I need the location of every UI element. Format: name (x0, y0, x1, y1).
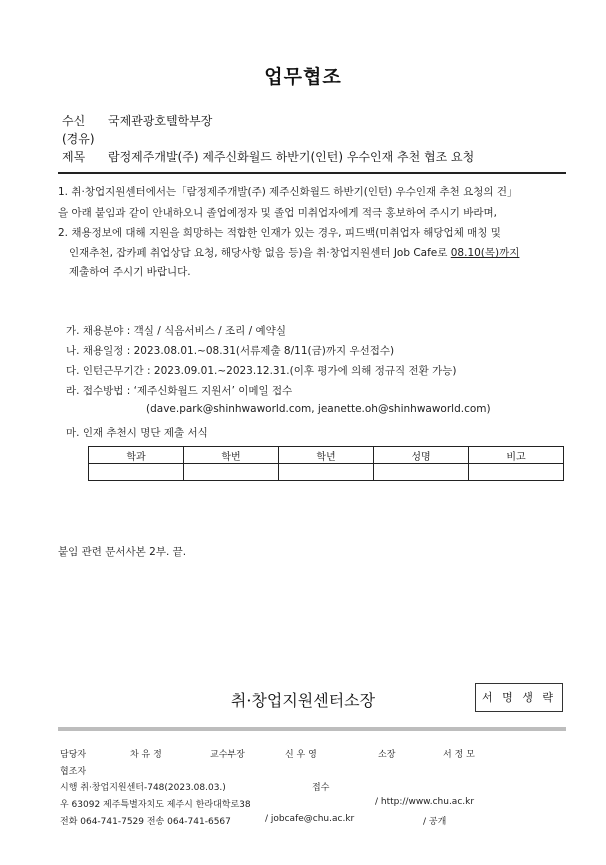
disclosure-status: / 공개 (423, 817, 447, 827)
table-cell (469, 464, 564, 481)
table-cell (279, 464, 374, 481)
paragraph-1-line-1: 1. 취·창업지원센터에서는「람정제주개발(주) 제주신화월드 하반기(인턴) 우수인재 추천 요청의 건」 (58, 186, 518, 198)
document-title: 업무협조 (264, 66, 342, 88)
table-cell (184, 464, 279, 481)
receipt-label: 접수 (312, 783, 330, 793)
paragraph-2-line-2 (69, 245, 519, 260)
table-header-row (89, 447, 564, 464)
homepage-link: / http://www.chu.ac.kr (375, 797, 475, 807)
column-header-name: 성명 (374, 447, 469, 464)
drafter-name: 차 유 정 (130, 750, 162, 760)
paragraph-2-line-3: 제출하여 주시기 바랍니다. (69, 266, 191, 278)
signature-stamp-box: 서 명 생 략 (475, 683, 563, 712)
header-divider (58, 172, 566, 174)
column-header-department: 학과 (89, 447, 184, 464)
paragraph-1-line-2: 을 아래 붙임과 같이 안내하오니 졸업예정자 및 졸업 미취업자에게 적극 홍보하여 주시기 바라며, (58, 207, 497, 219)
deadline-text: 08.10(목)까지 (450, 247, 520, 259)
recommendation-form-table (88, 446, 564, 481)
item-recruit-schedule: 나. 채용일정 : 2023.08.01.~08.31(서류제출 8/11(금)까지 우선접수) (66, 345, 395, 357)
item-recruit-field: 가. 채용분야 : 객실 / 식음서비스 / 조리 / 예약실 (66, 325, 286, 337)
attachment-note: 붙임 관련 문서사본 2부. 끝. (58, 546, 187, 558)
cooperator-label: 협조자 (60, 767, 87, 777)
column-header-student-id: 학번 (184, 447, 279, 464)
postal-address: 우 63092 제주특별자치도 제주시 한라대학로38 (60, 800, 251, 810)
paragraph-2-line-1: 2. 채용정보에 대해 지원을 희망하는 적합한 인재가 있는 경우, 피드백(미취업자 해당업체 매칭 및 (58, 227, 501, 239)
phone-fax: 전화 064-741-7529 전송 064-741-6567 (60, 817, 231, 827)
table-cell (89, 464, 184, 481)
reviewer-label: 교수부장 (210, 750, 245, 760)
recipient-label: 수신 (62, 114, 86, 128)
column-header-remarks: 비고 (469, 447, 564, 464)
table-cell (374, 464, 469, 481)
contact-email: / jobcafe@chu.ac.kr (265, 814, 355, 824)
enforcement-number: 시행 취·창업지원센터-748(2023.08.03.) (60, 783, 226, 793)
subject-value: 람정제주개발(주) 제주신화월드 하반기(인턴) 우수인재 추천 협조 요청 (108, 150, 475, 164)
footer-divider (58, 727, 566, 731)
approver-name: 서 정 모 (443, 750, 475, 760)
approver-label: 소장 (378, 750, 396, 760)
drafter-label: 담당자 (60, 750, 87, 760)
column-header-grade: 학년 (279, 447, 374, 464)
subject-label: 제목 (62, 150, 86, 164)
item-application-method: 라. 접수방법 : ‘제주신화월드 지원서’ 이메일 접수 (66, 385, 293, 397)
application-emails: (dave.park@shinhwaworld.com, jeanette.oh@shinhwaworld.com) (146, 403, 491, 415)
via-label: (경유) (62, 132, 95, 146)
item-recommend-form: 마. 인재 추천시 명단 제출 서식 (66, 427, 208, 439)
table-row (89, 464, 564, 481)
sender-title: 취·창업지원센터소장 (230, 691, 376, 710)
recipient-value: 국제관광호텔학부장 (108, 114, 213, 128)
item-intern-period: 다. 인턴근무기간 : 2023.09.01.~2023.12.31.(이후 평가에 의해 정규직 전환 가능) (66, 365, 457, 377)
paragraph-2-line-2-text: 인재추천, 잡카페 취업상담 요청, 해당사항 없음 등)을 취·창업지원센터 Job Cafe로 (69, 247, 451, 259)
reviewer-name: 신 우 영 (285, 750, 317, 760)
